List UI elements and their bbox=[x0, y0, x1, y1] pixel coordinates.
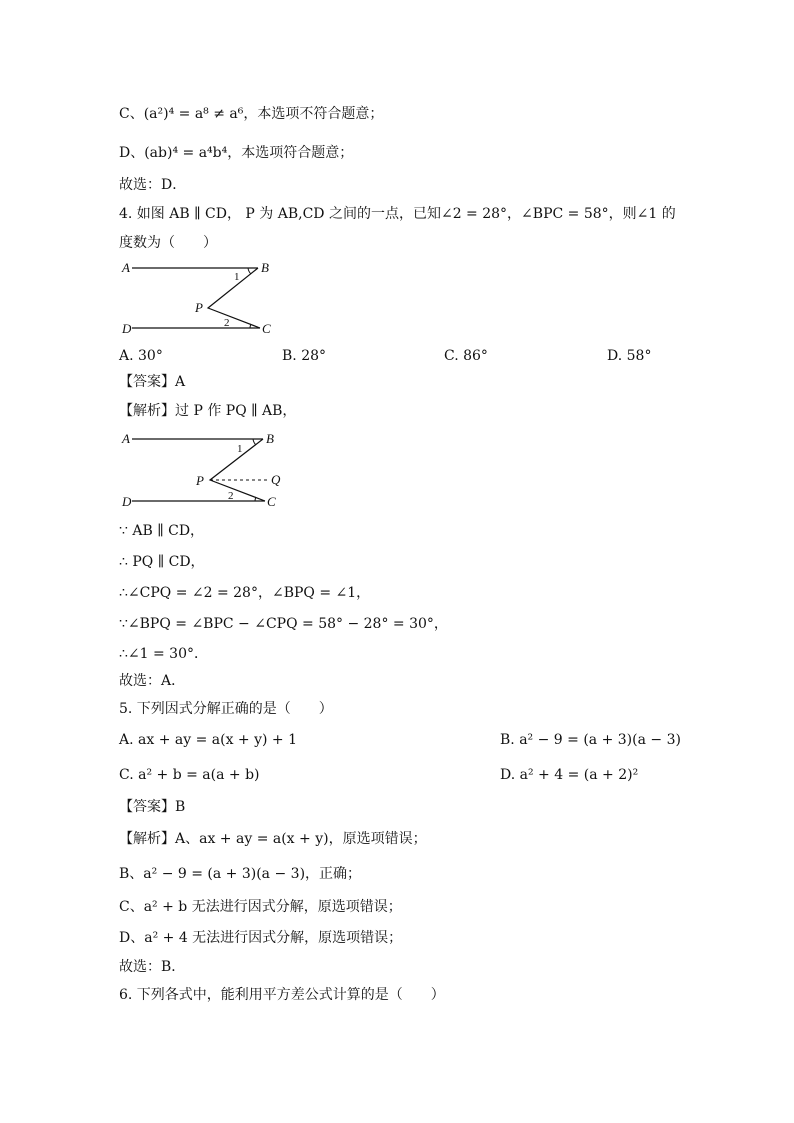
label-p: P bbox=[195, 300, 203, 315]
label-angle1: 1 bbox=[237, 443, 243, 455]
label-a: A bbox=[122, 260, 130, 275]
label-b: B bbox=[266, 431, 274, 446]
q4-stem-line2: 度数为（ ） bbox=[119, 235, 217, 251]
q4-step-4: ∵∠BPQ = ∠BPC − ∠CPQ = 58° − 28° = 30°， bbox=[119, 616, 448, 632]
q4-figure bbox=[110, 258, 290, 340]
label-d: D bbox=[122, 321, 132, 336]
q5-choice: 故选：B． bbox=[119, 959, 186, 975]
q5-analysis-c: C、a² + b 无法进行因式分解，原选项错误； bbox=[119, 899, 402, 915]
q4-analysis-figure bbox=[110, 429, 300, 515]
q5-analysis-b: B、a² − 9 = (a + 3)(a − 3)，正确； bbox=[119, 866, 362, 882]
label-a: A bbox=[122, 431, 130, 446]
label-p: P bbox=[196, 473, 204, 488]
label-q: Q bbox=[271, 472, 281, 487]
q6-stem: 6. 下列各式中，能利用平方差公式计算的是（ ） bbox=[119, 987, 445, 1003]
q4-step-5: ∴∠1 = 30°． bbox=[119, 646, 208, 662]
q5-analysis-a: 【解析】A、ax + ay = a(x + y)，原选项错误； bbox=[119, 831, 427, 847]
q5-option-d: D. a² + 4 = (a + 2)² bbox=[500, 767, 639, 783]
q4-option-d: D. 58° bbox=[607, 348, 652, 364]
angle1-arc bbox=[253, 439, 256, 445]
label-d: D bbox=[122, 494, 132, 509]
q3-option-c-analysis: C、(a²)⁴ = a⁸ ≠ a⁶，本选项不符合题意； bbox=[119, 106, 384, 122]
q4-step-2: ∴ PQ ∥ CD， bbox=[119, 554, 205, 570]
label-b: B bbox=[261, 260, 269, 275]
q4-stem-line1: 4. 如图 AB ∥ CD， P 为 AB,CD 之间的一点，已知∠2 = 28°，∠BPC = 58°，则∠1 的 bbox=[119, 206, 676, 222]
label-angle1: 1 bbox=[234, 271, 240, 283]
q5-option-b: B. a² − 9 = (a + 3)(a − 3) bbox=[500, 732, 681, 748]
q4-option-b: B. 28° bbox=[282, 348, 327, 364]
q5-answer: 【答案】B bbox=[119, 799, 186, 815]
angle1-arc bbox=[248, 268, 251, 274]
q4-option-a: A. 30° bbox=[119, 348, 163, 364]
q3-choice: 故选：D． bbox=[119, 177, 187, 193]
q3-option-d-analysis: D、(ab)⁴ = a⁴b⁴，本选项符合题意； bbox=[119, 145, 354, 161]
label-angle2: 2 bbox=[224, 317, 230, 329]
q4-step-3: ∴∠CPQ = ∠2 = 28°，∠BPQ = ∠1， bbox=[119, 585, 371, 601]
q5-analysis-d: D、a² + 4 无法进行因式分解，原选项错误； bbox=[119, 930, 403, 946]
q5-option-a: A. ax + ay = a(x + y) + 1 bbox=[119, 732, 298, 748]
q4-answer: 【答案】A bbox=[119, 374, 186, 390]
q4-option-c: C. 86° bbox=[444, 348, 488, 364]
label-c: C bbox=[262, 321, 271, 336]
q4-step-1: ∵ AB ∥ CD， bbox=[119, 523, 205, 539]
label-angle2: 2 bbox=[228, 490, 234, 502]
q5-stem: 5. 下列因式分解正确的是（ ） bbox=[119, 701, 333, 717]
q4-analysis-intro: 【解析】过 P 作 PQ ∥ AB， bbox=[119, 403, 297, 419]
q5-option-c: C. a² + b = a(a + b) bbox=[119, 767, 260, 783]
label-c: C bbox=[267, 494, 276, 509]
q4-choice: 故选：A． bbox=[119, 673, 186, 689]
